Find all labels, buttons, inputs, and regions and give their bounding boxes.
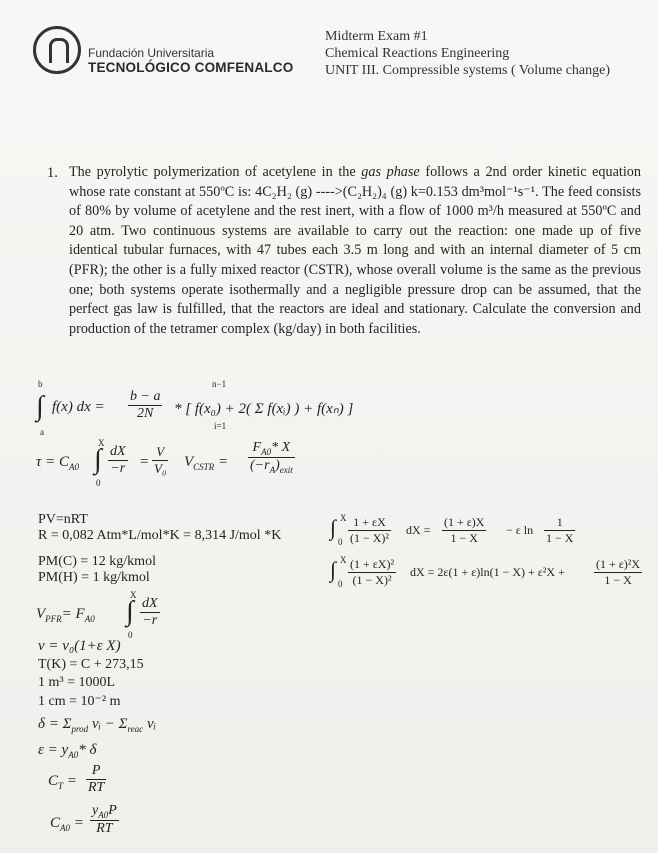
molar-mass-carbon: PM(C) = 12 kg/kmol bbox=[38, 554, 156, 569]
temperature-conversion: T(K) = C + 273,15 bbox=[38, 657, 144, 672]
flow-variation-equation: v = v₀(1+ε X) bbox=[38, 638, 121, 654]
university-logo-icon bbox=[33, 26, 81, 74]
ideal-gas-law: PV=nRT bbox=[38, 512, 88, 527]
delta-formula: $\delta = \Sigma_{prod}$ vᵢ − $\Sigma_{reac}$ vᵢ bbox=[38, 716, 156, 734]
problem-number: 1. bbox=[47, 165, 58, 181]
institution-line2: TECNOLÓGICO COMFENALCO bbox=[88, 60, 294, 75]
exam-title: Midterm Exam #1 bbox=[325, 29, 428, 44]
gas-constant: R = 0,082 Atm*L/mol*K = 8,314 J/mol *K bbox=[38, 528, 282, 543]
problem-text: The pyrolytic polymerization of acetylene in the gas phase follows a 2nd order kinetic equation whose rate constant at 550ºC is: 4C₂H₂ (g) ---->(C₂H₂)₄ (g) k=0.153 dm³mol⁻¹s⁻¹. The feed consists of 80% by volume of acetylene and the rest inert, with a flow of 1000 m³/h measured at 550ºC and 20 atm. Two continuous systems are available to carry out the reaction: one made up of five identical tubular furnaces, with 47 tubes each 3.5 m long and with an internal diameter of 5 cm (PFR); the other is a fully mixed reactor (CSTR), whose overall volume is the same as the previous one; both systems operate isothermally and a negligible pressure drop can be assumed, that the perfect gas law is fulfilled, that the reactors are ideal and stationary. Calculate the conversion and production of the tetramer complex (kg/day) in both facilities. bbox=[69, 164, 641, 337]
length-conversion: 1 cm = 10⁻² m bbox=[38, 694, 121, 709]
molar-mass-hydrogen: PM(H) = 1 kg/kmol bbox=[38, 570, 150, 585]
epsilon-formula: $\varepsilon = y_{A0}*$ δ bbox=[38, 742, 97, 760]
exam-page: Fundación Universitaria TECNOLÓGICO COMFENALCO Midterm Exam #1 Chemical Reactions Engineering UNIT III. Compressible systems ( Volume change) 1. The pyrolytic polymerization of acetylene in the gas phase follows a 2nd order kinetic equation whose rate constant at 550ºC is: 4C₂H₂ (g) ---->(C₂H₂)₄ (g) k=0.153 dm³mol⁻¹s⁻¹. The feed consists of 80% by volume of acetylene and the rest inert, with a flow of 1000 m³/h measured at 550ºC and 20 atm. Two continuous systems are available to carry out the reaction: one made up of five identical tubular furnaces, with 47 tubes each 3.5 m long and with an internal diameter of 5 cm (PFR); the other is a fully mixed reactor (CSTR), whose overall volume is the same as the previous one; both systems operate isothermally and a negligible pressure drop can be assumed, that the perfect gas law is fulfilled, that the reactors are ideal and stationary. Calculate the conversion and production of the tetramer complex (kg/day) in both facilities. b ∫ a f(x) dx = $\frac{b - a}{2N}$ n−1 i=1 * [ f(x₀) + 2( Σ f(xᵢ) ) + f(xₙ) ] $\tau = C_{A0}$ X ∫ 0 $\frac{dX}{-r}$ = $\frac{V}{\text{V₀}}$ $V_{CSTR}$ = $F_{A0}*$ X $(-r_A)_{exit}$ PV=nRT R = 0,082 Atm*L/mol*K = 8,314 J/mol *K PM(C) = 12 kg/kmol PM(H) = 1 kg/kmol $V_{PFR}= F_{A0}$ X ∫ 0 $\frac{dX}{-r}$ v = v₀(1+ε X) T(K) = C + 273,15 1 m³ = 1000L 1 cm = 10⁻² m $\delta = \Sigma_{prod}$ vᵢ − $\Sigma_{reac}$ vᵢ $\varepsilon = y_{A0}*$ δ $C_T$ = $\frac{P}{RT}$ $C_{A0}$ = $\frac{y_{A0}P}{RT}$ ∫ X 0 $\frac{1 + \varepsilon X}{\text{(1 − X)²}}$ dX = $\frac{(1 + \varepsilon)X}{1 - X}$ − ε ln $\frac{1}{1 - X}$ ∫ X 0 $\frac{\text{(1 + εX)²}}{\text{(1 − X)²}}$ dX = 2ε(1 + ε)ln(1 − X) + ε²X + $\frac{\text{(1 + ε)²X}}{1 - X}$ bbox=[0, 0, 658, 853]
unit-name: UNIT III. Compressible systems ( Volume change) bbox=[325, 63, 611, 78]
institution-line1: Fundación Universitaria bbox=[88, 46, 215, 60]
course-name: Chemical Reactions Engineering bbox=[325, 46, 510, 61]
volume-conversion: 1 m³ = 1000L bbox=[38, 675, 116, 690]
